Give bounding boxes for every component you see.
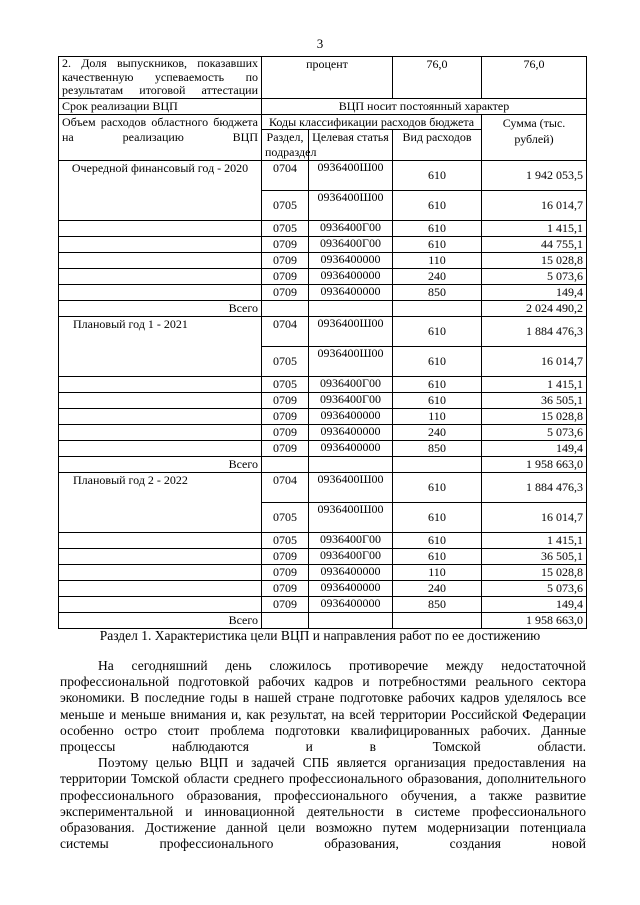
expense-type: 610 — [393, 392, 482, 408]
sum-value: 1 415,1 — [482, 376, 587, 392]
expense-type: 110 — [393, 408, 482, 424]
year-label: Очередной финансовый год - 2020 — [59, 160, 262, 220]
sum-value: 149,4 — [482, 440, 587, 456]
table-row — [59, 424, 587, 440]
target-header: Целевая статья — [309, 129, 393, 160]
volume-header: Объем расходов областного бюджета на реализацию ВЦП — [59, 114, 262, 160]
section-code: 0709 — [262, 564, 309, 580]
table-row — [59, 376, 587, 392]
target-code: 0936400Ш00 — [309, 316, 393, 346]
target-code: 0936400000 — [309, 596, 393, 612]
section-code: 0705 — [262, 220, 309, 236]
expense-type: 610 — [393, 376, 482, 392]
empty-cell — [59, 284, 262, 300]
table-row — [59, 580, 587, 596]
empty-cell — [262, 612, 309, 628]
section-code: 0705 — [262, 190, 309, 220]
empty-cell — [262, 300, 309, 316]
section-header: Раздел, подраздел — [262, 129, 309, 160]
empty-cell — [59, 532, 262, 548]
total-sum: 1 958 663,0 — [482, 612, 587, 628]
section-code: 0709 — [262, 236, 309, 252]
term-row — [59, 98, 587, 114]
sum-value: 36 505,1 — [482, 548, 587, 564]
sum-value: 16 014,7 — [482, 502, 587, 532]
year-label: Плановый год 2 - 2022 — [59, 472, 262, 532]
empty-cell — [309, 612, 393, 628]
sum-value: 15 028,8 — [482, 252, 587, 268]
table-row — [59, 532, 587, 548]
empty-cell — [393, 456, 482, 472]
total-label: Всего — [59, 612, 262, 628]
target-code: 0936400000 — [309, 440, 393, 456]
section-title: Раздел 1. Характеристика цели ВЦП и направления работ по ее достижению — [99, 628, 541, 643]
target-code: 0936400Ш00 — [309, 472, 393, 502]
section-code: 0709 — [262, 548, 309, 564]
target-code: 0936400Г00 — [309, 236, 393, 252]
indicator-name: 2. Доля выпускников, показавших качественную успеваемость по результатам итоговой аттестации — [59, 57, 262, 99]
total-sum: 1 958 663,0 — [482, 456, 587, 472]
empty-cell — [59, 564, 262, 580]
expense-type: 110 — [393, 564, 482, 580]
sum-value: 5 073,6 — [482, 268, 587, 284]
target-code: 0936400Ш00 — [309, 190, 393, 220]
term-value: ВЦП носит постоянный характер — [262, 98, 587, 114]
type-header: Вид расходов — [393, 129, 482, 160]
section-code: 0709 — [262, 408, 309, 424]
body-text — [60, 658, 586, 852]
expense-type: 610 — [393, 502, 482, 532]
target-code: 0936400Г00 — [309, 392, 393, 408]
sum-value: 1 884 476,3 — [482, 316, 587, 346]
indicator-unit: процент — [262, 57, 393, 99]
table-row — [59, 440, 587, 456]
total-sum: 2 024 490,2 — [482, 300, 587, 316]
table-row — [59, 316, 587, 346]
page-number: 3 — [316, 36, 324, 51]
section-code: 0705 — [262, 532, 309, 548]
paragraph: Поэтому целью ВЦП и задачей СПБ является организация предоставления на территории Томской области среднего профессионального образования, дополнительного профессионального образования, профессионального обучения, а также развитие экспериментальной и инновационной деятельности в системе профессионального образования. Достижение данной цели возможно путем модернизации потенциала системы профессионального образования, создания новой — [60, 755, 586, 852]
table-row — [59, 392, 587, 408]
indicator-value: 76,0 — [393, 57, 482, 99]
codes-header: Коды классификации расходов бюджета — [262, 114, 482, 129]
vcp-budget-table — [58, 56, 587, 629]
section-code: 0705 — [262, 346, 309, 376]
indicator-value: 76,0 — [482, 57, 587, 99]
section-code: 0709 — [262, 284, 309, 300]
expense-type: 610 — [393, 190, 482, 220]
expense-type: 240 — [393, 580, 482, 596]
expense-type: 610 — [393, 236, 482, 252]
target-code: 0936400Ш00 — [309, 502, 393, 532]
target-code: 0936400000 — [309, 284, 393, 300]
target-code: 0936400000 — [309, 252, 393, 268]
target-code: 0936400Г00 — [309, 532, 393, 548]
table-row — [59, 160, 587, 190]
sum-value: 5 073,6 — [482, 424, 587, 440]
sum-header: Сумма (тыс. рублей) — [482, 114, 587, 160]
expense-type: 610 — [393, 220, 482, 236]
target-code: 0936400000 — [309, 424, 393, 440]
section-code: 0709 — [262, 580, 309, 596]
target-code: 0936400Ш00 — [309, 160, 393, 190]
empty-cell — [393, 300, 482, 316]
sum-value: 149,4 — [482, 596, 587, 612]
sum-value: 1 942 053,5 — [482, 160, 587, 190]
empty-cell — [59, 252, 262, 268]
sum-value: 5 073,6 — [482, 580, 587, 596]
empty-cell — [262, 456, 309, 472]
expense-type: 610 — [393, 160, 482, 190]
target-code: 0936400Г00 — [309, 548, 393, 564]
target-code: 0936400Г00 — [309, 376, 393, 392]
expense-type: 110 — [393, 252, 482, 268]
sum-value: 44 755,1 — [482, 236, 587, 252]
empty-cell — [59, 392, 262, 408]
table-row — [59, 548, 587, 564]
sum-value: 16 014,7 — [482, 190, 587, 220]
empty-cell — [59, 408, 262, 424]
empty-cell — [59, 580, 262, 596]
section-code: 0704 — [262, 472, 309, 502]
section-code: 0704 — [262, 160, 309, 190]
target-code: 0936400Ш00 — [309, 346, 393, 376]
section-code: 0705 — [262, 502, 309, 532]
table-row — [59, 564, 587, 580]
section-code: 0709 — [262, 596, 309, 612]
target-code: 0936400000 — [309, 580, 393, 596]
paragraph: На сегодняшний день сложилось противоречие между недостаточной профессиональной подготовкой рабочих кадров и потребностями реального сектора экономики. В последние годы в нашей стране подготовке рабочих кадров уделялось все меньше и меньше внимания и, как результат, на всей территории Российской Федерации особенно остро стоит проблема подготовки квалифицированных рабочих. Данные процессы наблюдаются и в Томской области. — [60, 658, 586, 755]
empty-cell — [59, 268, 262, 284]
empty-cell — [59, 424, 262, 440]
sum-value: 149,4 — [482, 284, 587, 300]
expense-type: 610 — [393, 346, 482, 376]
table-row — [59, 268, 587, 284]
target-code: 0936400000 — [309, 268, 393, 284]
section-code: 0709 — [262, 440, 309, 456]
table-row — [59, 472, 587, 502]
empty-cell — [393, 612, 482, 628]
indicator-row — [59, 57, 587, 99]
expense-type: 850 — [393, 284, 482, 300]
section-code: 0705 — [262, 376, 309, 392]
section-code: 0704 — [262, 316, 309, 346]
section-code: 0709 — [262, 252, 309, 268]
target-code: 0936400Г00 — [309, 220, 393, 236]
target-code: 0936400000 — [309, 564, 393, 580]
term-label: Срок реализации ВЦП — [59, 98, 262, 114]
total-row — [59, 456, 587, 472]
section-code: 0709 — [262, 424, 309, 440]
section-code: 0709 — [262, 268, 309, 284]
table-row — [59, 284, 587, 300]
sum-value: 36 505,1 — [482, 392, 587, 408]
section-code: 0709 — [262, 392, 309, 408]
empty-cell — [59, 548, 262, 564]
target-code: 0936400000 — [309, 408, 393, 424]
sum-value: 16 014,7 — [482, 346, 587, 376]
empty-cell — [59, 596, 262, 612]
empty-cell — [59, 376, 262, 392]
sum-value: 15 028,8 — [482, 564, 587, 580]
total-label: Всего — [59, 300, 262, 316]
total-row — [59, 612, 587, 628]
year-label: Плановый год 1 - 2021 — [59, 316, 262, 376]
expense-type: 240 — [393, 424, 482, 440]
total-row — [59, 300, 587, 316]
expense-type: 850 — [393, 440, 482, 456]
expense-type: 610 — [393, 316, 482, 346]
empty-cell — [309, 456, 393, 472]
table-row — [59, 236, 587, 252]
table-row — [59, 252, 587, 268]
total-label: Всего — [59, 456, 262, 472]
expense-type: 610 — [393, 548, 482, 564]
table-row — [59, 220, 587, 236]
empty-cell — [59, 236, 262, 252]
expense-type: 240 — [393, 268, 482, 284]
table-row — [59, 596, 587, 612]
empty-cell — [59, 440, 262, 456]
empty-cell — [309, 300, 393, 316]
expense-type: 850 — [393, 596, 482, 612]
sum-value: 1 884 476,3 — [482, 472, 587, 502]
sum-value: 1 415,1 — [482, 532, 587, 548]
sum-value: 15 028,8 — [482, 408, 587, 424]
expense-type: 610 — [393, 472, 482, 502]
table-row — [59, 408, 587, 424]
expense-type: 610 — [393, 532, 482, 548]
empty-cell — [59, 220, 262, 236]
sum-value: 1 415,1 — [482, 220, 587, 236]
header-row — [59, 114, 587, 129]
